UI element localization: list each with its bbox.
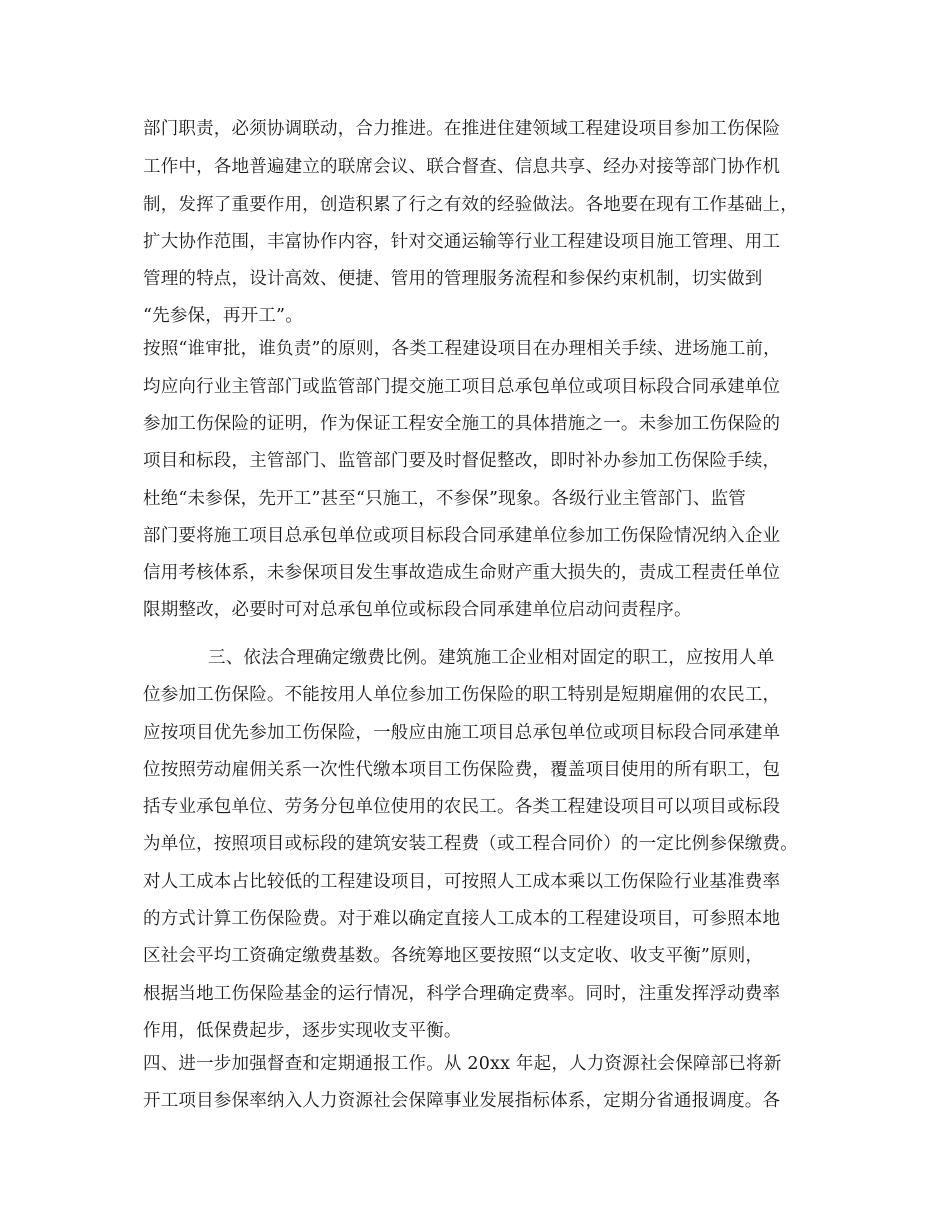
text-line: 信用考核体系，未参保项目发生事故造成生命财产重大损失的，责成工程责任单位 — [143, 563, 781, 583]
text-line: 应按项目优先参加工伤保险，一般应由施工项目总承包单位或项目标段合同承建单 — [143, 723, 781, 743]
text-line: 作用，低保费起步，逐步实现收支平衡。 — [143, 1021, 462, 1041]
text-line: 部门职责，必须协调联动，合力推进。在推进住建领域工程建设项目参加工伤保险 — [143, 119, 781, 139]
text-line: 开工项目参保率纳入人力资源社会保障事业发展指标体系，定期分省通报调度。各 — [143, 1091, 781, 1111]
text-line: 参加工伤保险的证明，作为保证工程安全施工的具体措施之一。未参加工伤保险的 — [143, 414, 781, 434]
text-line: 制，发挥了重要作用，创造积累了行之有效的经验做法。各地要在现有工作基础上， — [143, 195, 798, 215]
text-line: 项目和标段，主管部门、监管部门要及时督促整改，即时补办参加工伤保险手续， — [143, 451, 781, 471]
text-line: 为单位，按照项目或标段的建筑安装工程费（或工程合同价）的一定比例参保缴费。 — [143, 834, 798, 854]
text-line: 工作中，各地普遍建立的联席会议、联合督查、信息共享、经办对接等部门协作机 — [143, 157, 781, 177]
text-line: 部门要将施工项目总承包单位或项目标段合同承建单位参加工伤保险情况纳入企业 — [143, 526, 781, 546]
text-line: 均应向行业主管部门或监管部门提交施工项目总承包单位或项目标段合同承建单位 — [143, 377, 781, 397]
text-line: 区社会平均工资确定缴费基数。各统筹地区要按照“以支定收、收支平衡”原则， — [143, 946, 764, 966]
text-line: “先参保，再开工”。 — [143, 306, 303, 326]
text-line: 杜绝“未参保，先开工”甚至“只施工，不参保”现象。各级行业主管部门、监管 — [143, 489, 746, 509]
text-line: 括专业承包单位、劳务分包单位使用的农民工。各类工程建设项目可以项目或标段 — [143, 797, 781, 817]
text-line: 按照“谁审批，谁负责”的原则，各类工程建设项目在办理相关手续、进场施工前， — [143, 339, 781, 359]
paragraph-heading-line: 四、进一步加强督查和定期通报工作。从 20xx 年起，人力资源社会保障部已将新 — [143, 1054, 782, 1074]
text-line: 扩大协作范围，丰富协作内容，针对交通运输等行业工程建设项目施工管理、用工 — [143, 232, 781, 252]
text-line: 根据当地工伤保险基金的运行情况，科学合理确定费率。同时，注重发挥浮动费率 — [143, 984, 781, 1004]
text-line: 的方式计算工伤保险费。对于难以确定直接人工成本的工程建设项目，可参照本地 — [143, 909, 781, 929]
text-line: 限期整改，必要时可对总承包单位或标段合同承建单位启动问责程序。 — [143, 600, 692, 620]
text-line: 管理的特点，设计高效、便捷、管用的管理服务流程和参保约束机制，切实做到 — [143, 269, 763, 289]
text-line: 位按照劳动雇佣关系一次性代缴本项目工伤保险费，覆盖项目使用的所有职工，包 — [143, 760, 781, 780]
text-line: 位参加工伤保险。不能按用人单位参加工伤保险的职工特别是短期雇佣的农民工， — [143, 685, 781, 705]
paragraph-heading-line: 三、依法合理确定缴费比例。建筑施工企业相对固定的职工，应按用人单 — [208, 648, 775, 668]
text-line: 对人工成本占比较低的工程建设项目，可按照人工成本乘以工伤保险行业基准费率 — [143, 872, 781, 892]
